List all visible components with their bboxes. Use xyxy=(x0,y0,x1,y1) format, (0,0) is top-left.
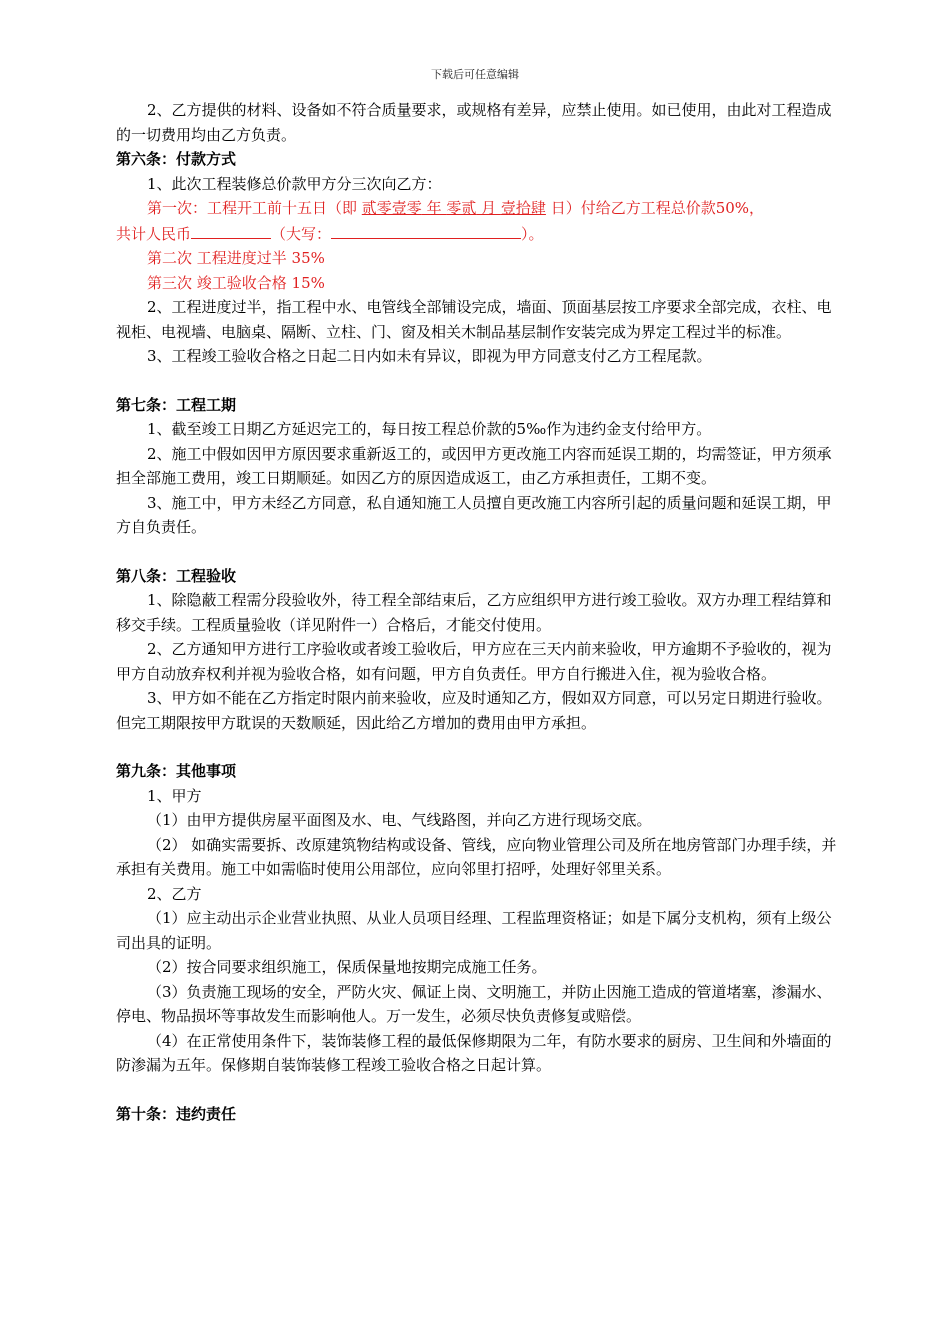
sec9-party-b-item-1: （1）应主动出示企业营业执照、从业人员项目经理、工程监理资格证；如是下属分支机构，须有上级公司出具的证明。 xyxy=(116,909,832,952)
sec8-clause-2: 2、乙方通知甲方进行工序验收或者竣工验收后，甲方应在三天内前来验收，甲方逾期不予验收的，视为甲方自动放弃权利并视为验收合格，如有问题，甲方自负责任。甲方自行搬进入住，视为验收合格。 xyxy=(116,640,832,683)
sec6-clause-3: 3、工程竣工验收合格之日起二日内如未有异议，即视为甲方同意支付乙方工程尾款。 xyxy=(147,347,712,365)
sec8-title: 第八条：工程验收 xyxy=(116,566,237,585)
sec6-clause-1: 1、此次工程装修总价款甲方分三次向乙方： xyxy=(147,174,442,193)
sec6-first-payment-amount: 共计人民币 （大写： ）。 xyxy=(116,221,844,247)
sec6-clause-2: 2、工程进度过半，指工程中水、电管线全部铺设完成，墙面、顶面基层按工序要求全部完成，衣柱、电视柜、电视墙、电脑桌、隔断、立柱、门、窗及相关木制品基层制作安装完成为界定工程过半的标准。 xyxy=(116,298,832,341)
sec9-party-a: 1、甲方 xyxy=(147,786,202,805)
sec9-party-b-item-4: （4）在正常使用条件下，装饰装修工程的最低保修期限为二年，有防水要求的厨房、卫生间和外墙面的防渗漏为五年。保修期自装饰装修工程竣工验收合格之日起计算。 xyxy=(116,1031,832,1074)
sec8-clause-3: 3、甲方如不能在乙方指定时限内前来验收，应及时通知乙方，假如双方同意，可以另定日期进行验收。但完工期限按甲方耽误的天数顺延，因此给乙方增加的费用由甲方承担。 xyxy=(116,689,832,732)
sec9-party-a-item-1: （1）由甲方提供房屋平面图及水、电、气线路图，并向乙方进行现场交底。 xyxy=(147,811,652,829)
sec9-party-a-item-2: （2） 如确实需要拆、改原建筑物结构或设备、管线，应向物业管理公司及所在地房管部门办理手续，并承担有关费用。施工中如需临时使用公用部位，应向邻里打招呼，处理好邻里关系。 xyxy=(116,835,837,878)
amount-blank xyxy=(191,221,271,239)
payment-day: 壹拾肆 xyxy=(500,199,546,217)
section-spacer xyxy=(116,369,844,393)
sec5-clause-2: 2、乙方提供的材料、设备如不符合质量要求，或规格有差异，应禁止使用。如已使用，由此对工程造成的一切费用均由乙方负责。 xyxy=(116,101,832,144)
sec9-party-b: 2、乙方 xyxy=(147,884,202,903)
sec9-title: 第九条：其他事项 xyxy=(116,762,237,780)
section-spacer xyxy=(116,735,844,759)
sec7-title: 第七条：工程工期 xyxy=(116,395,237,414)
sec6-first-payment: 第一次：工程开工前十五日（即 贰零壹零 年 零贰 月 壹拾肆 日）付给乙方工程总价款50%， xyxy=(147,199,765,217)
sec6-third-payment: 第三次 竣工验收合格 15% xyxy=(147,273,325,292)
section-spacer xyxy=(116,540,844,564)
sec9-party-b-item-2: （2）按合同要求组织施工，保质保量地按期完成施工任务。 xyxy=(147,958,547,976)
sec6-second-payment: 第二次 工程进度过半 35% xyxy=(147,249,325,267)
sec7-clause-2: 2、施工中假如因甲方原因要求重新返工的，或因甲方更改施工内容而延误工期的，均需签证，甲方须承担全部施工费用，竣工日期顺延。如因乙方的原因造成返工，由乙方承担责任，工期不变。 xyxy=(116,444,832,487)
page-header-note: 下载后可任意编辑 xyxy=(431,68,519,81)
sec7-clause-3: 3、施工中，甲方未经乙方同意，私自通知施工人员擅自更改施工内容所引起的质量问题和延误工期，甲方自负责任。 xyxy=(116,493,832,536)
document-body xyxy=(116,98,844,1126)
sec7-clause-1: 1、截至竣工日期乙方延迟完工的，每日按工程总价款的5‰作为违约金支付给甲方。 xyxy=(147,420,712,438)
payment-year: 贰零壹零 xyxy=(361,199,422,217)
sec10-title: 第十条：违约责任 xyxy=(116,1104,237,1123)
amount-capital-blank xyxy=(331,221,521,239)
sec9-party-b-item-3: （3）负责施工现场的安全，严防火灾、佩证上岗、文明施工，并防止因施工造成的管道堵塞，渗漏水、停电、物品损坏等事故发生而影响他人。万一发生，必须尽快负责修复或赔偿。 xyxy=(116,982,832,1025)
sec8-clause-1: 1、除隐蔽工程需分段验收外，待工程全部结束后，乙方应组织甲方进行竣工验收。双方办理工程结算和移交手续。工程质量验收（详见附件一）合格后，才能交付使用。 xyxy=(116,591,832,634)
section-spacer xyxy=(116,1078,844,1102)
sec6-title: 第六条：付款方式 xyxy=(116,150,237,168)
payment-month: 零贰 xyxy=(446,199,477,217)
